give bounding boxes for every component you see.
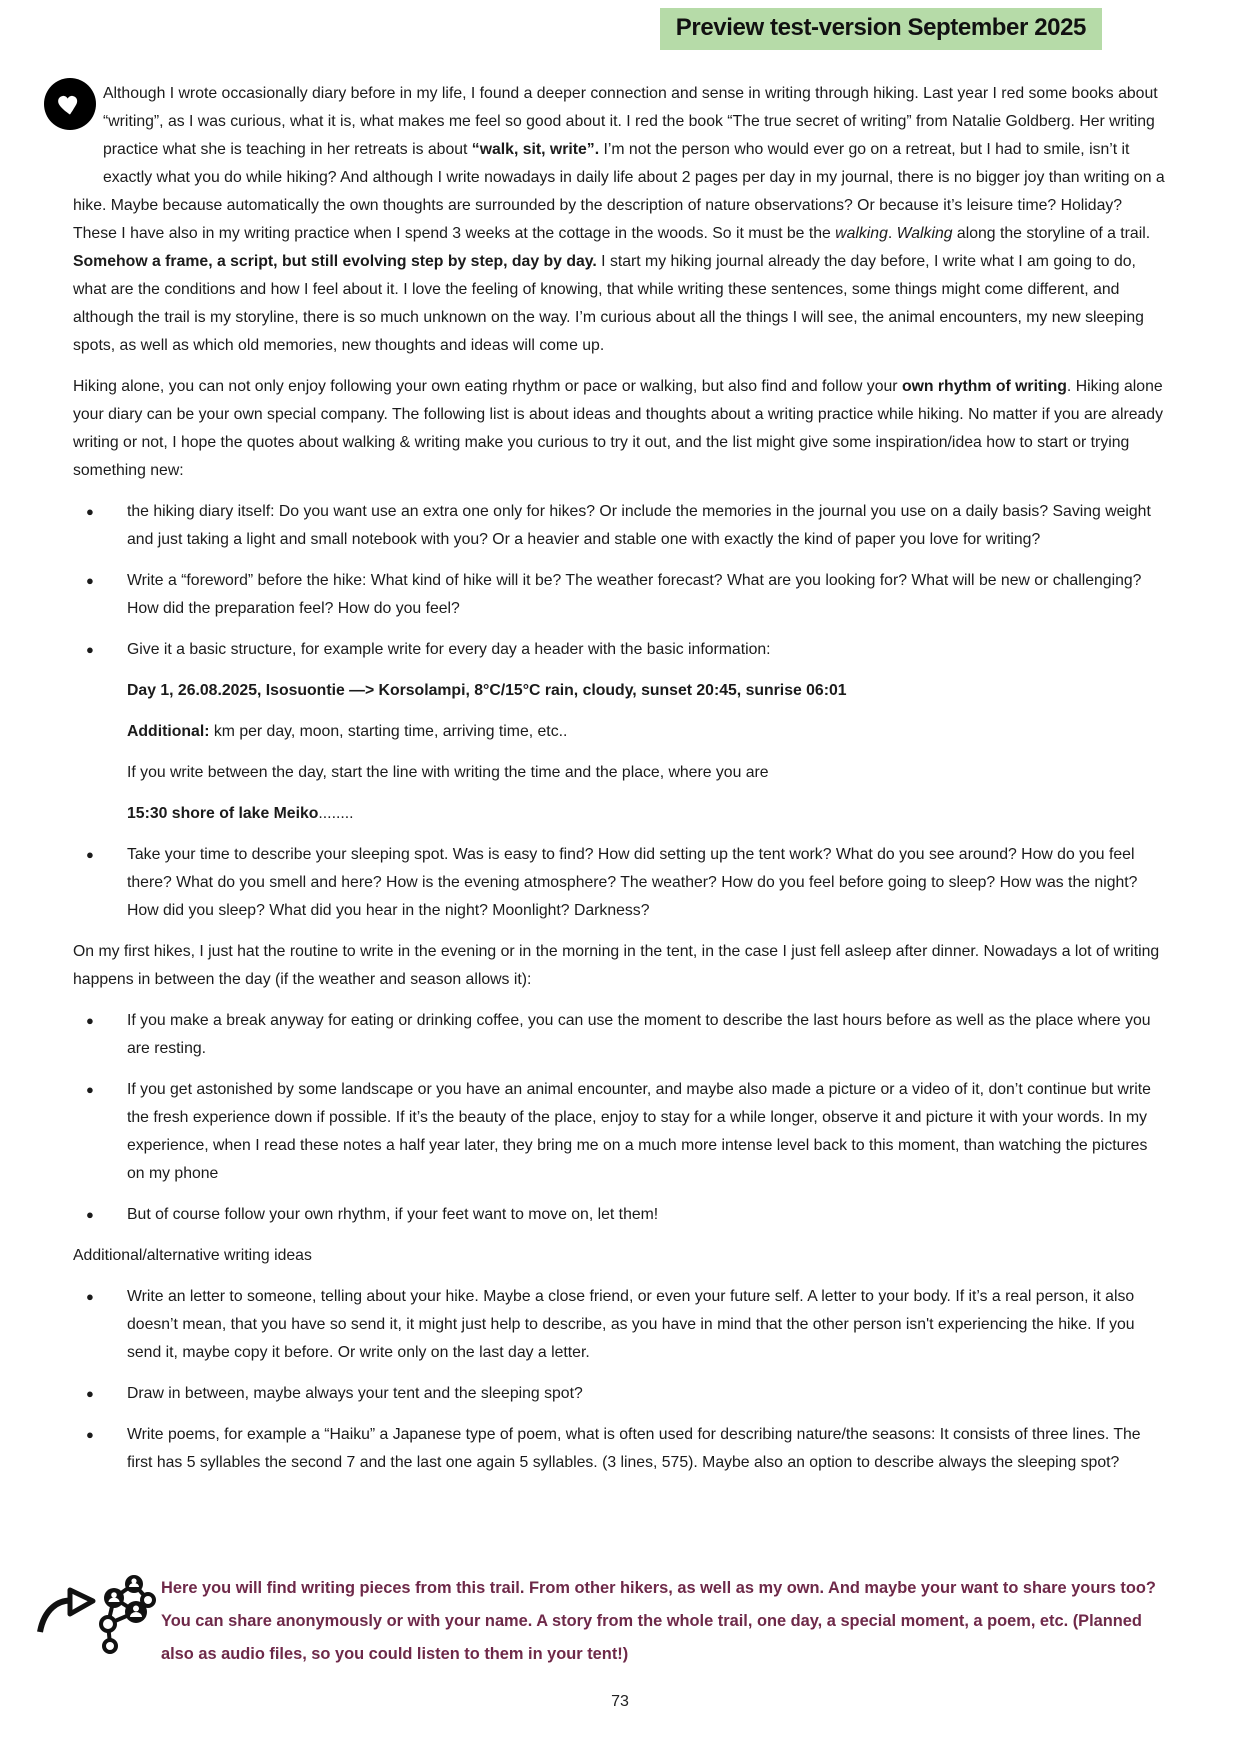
bullet-icon: ● [86,573,94,588]
list-item [73,1421,1167,1477]
list-item [73,1076,1167,1188]
intro-paragraph [73,80,1167,360]
bullet-text-astonished: If you get astonished by some landscape or you have an animal encounter, and maybe also made a picture or a video of it, don’t continue but write the fresh experience down if possible. If it’s the beauty of the place, enjoy to stay for a while longer, observe it and picture it with your words. In my experience, when I read these notes a half year later, they bring me on a much more intense level back to this moment, than watching the pictures on my phone [127,1081,1151,1182]
list-item [73,498,1167,554]
list-item [73,841,1167,925]
example-time-place: 15:30 shore of lake Meiko........ [127,805,354,822]
example-additional: Additional: km per day, moon, starting time, arriving time, etc.. [127,723,568,740]
trail-writing-note: Here you will find writing pieces from this trail. From other hikers, as well as my own. And maybe your want to share yours too? You can share anonymously or with your name. A story from the whole trail, one day, a special moment, a poem, etc. (Planned also as audio files, so you could listen to them in your tent!) [161,1579,1156,1663]
bullet-icon: ● [86,1427,94,1442]
bullet-text-diary: the hiking diary itself: Do you want use an extra one only for hikes? Or include the memories in the journal you use on a daily basis? Saving weight and just taking a light and small notebook with you? Or a heavier and stable one with exactly the kind of paper you love for writing? [127,503,1151,548]
heart-text-wrap-spacer [73,80,103,168]
bullet-icon: ● [86,1207,94,1222]
bullet-text-own-rhythm: But of course follow your own rhythm, if your feet want to move on, let them! [127,1206,659,1223]
list-item [73,1283,1167,1367]
bullet-text-break: If you make a break anyway for eating or drinking coffee, you can use the moment to describe the last hours before as well as the place where you are resting. [127,1012,1151,1057]
bullet-text-draw: Draw in between, maybe always your tent and the sleeping spot? [127,1385,583,1402]
bullet-icon: ● [86,1289,94,1304]
hiking-alone-paragraph: Hiking alone, you can not only enjoy following your own eating rhythm or pace or walking, but also find and follow your own rhythm of writing. Hiking alone your diary can be your own special company. The following list is about ideas and thoughts about a writing practice while hiking. No matter if you are already writing or not, I hope the quotes about walking & writing make you curious to try it out, and the list might give some inspiration/idea how to start or trying something new: [73,378,1163,479]
curved-arrow-icon [36,1586,98,1648]
preview-banner: Preview test-version September 2025 [660,8,1102,50]
bullet-text-foreword: Write a “foreword” before the hike: What kind of hike will it be? The weather forecast? What are you looking for? What will be new or challenging? How did the preparation feel? How do you feel? [127,572,1142,617]
intro-text: Although I wrote occasionally diary before in my life, I found a deeper connection and sense in writing through hiking. Last year I red some books about “writing”, as I was curious, what it is, what makes me feel so good about it. I red the book “The true secret of writing” from Natalie Goldberg. Her writing practice what she is teaching in her retreats is about “walk, sit, write”. I’m not the person who would ever go on a retreat, but I had to smile, isn’t it exactly what you do while hiking? And although I write nowadays in daily life about 2 pages per day in my journal, there is no bigger joy than writing on a hike. Maybe because automatically the own thoughts are surrounded by the description of nature observations? Or because it’s leisure time? Holiday? These I have also in my writing practice when I spend 3 weeks at the cottage in the woods. So it must be the walking. Walking along the storyline of a trail. Somehow a frame, a script, but still evolving step by step, day by day. I start my hiking journal already the day before, I write what I am going to do, what are the conditions and how I feel about it. I love the feeling of knowing, that while writing these sentences, some things might come different, and although the trail is my storyline, there is so much unknown on the way. I’m curious about all the things I will see, the animal encounters, my new sleeping spots, as well as which old memories, new thoughts and ideas will come up. [73,85,1165,354]
community-network-icon [92,1572,156,1678]
document-body [73,80,1167,1490]
list-item [73,1380,1167,1408]
bullet-icon: ● [86,504,94,519]
first-hikes-paragraph: On my first hikes, I just hat the routine to write in the evening or in the morning in the tent, in the case I just fell asleep after dinner. Nowadays a lot of writing happens in between the day (if the weather and season allows it): [73,943,1160,988]
list-item [73,1201,1167,1229]
additional-ideas-heading: Additional/alternative writing ideas [73,1247,312,1264]
bullet-icon: ● [86,1013,94,1028]
bullet-text-letter: Write an letter to someone, telling about your hike. Maybe a close friend, or even your future self. A letter to your body. If it’s a real person, it also doesn’t mean, that you have so send it, it might just help to describe, as you have in mind that the other person isn't experiencing the hike. If you send it, maybe copy it before. Or write only on the last day a letter. [127,1288,1135,1361]
list-item [73,567,1167,623]
example-day-header: Day 1, 26.08.2025, Isosuontie —> Korsolampi, 8°C/15°C rain, cloudy, sunset 20:45, sunrise 06:01 [127,682,847,699]
list-item [73,636,1167,664]
bullet-text-sleeping-spot: Take your time to describe your sleeping spot. Was is easy to find? How did setting up the tent work? What do you see around? How do you feel there? What do you smell and here? How is the evening atmosphere? The weather? How do you feel before going to sleep? How was the night? How did you sleep? What did you hear in the night? Moonlight? Darkness? [127,846,1138,919]
page-number: 73 [611,1693,629,1710]
bullet-icon: ● [86,642,94,657]
bullet-icon: ● [86,1082,94,1097]
bullet-text-structure: Give it a basic structure, for example write for every day a header with the basic information: [127,641,771,658]
list-item [73,1007,1167,1063]
bullet-icon: ● [86,847,94,862]
bullet-text-poems: Write poems, for example a “Haiku” a Japanese type of poem, what is often used for describing nature/the seasons: It consists of three lines. The first has 5 syllables the second 7 and the last one again 5 syllables. (3 lines, 575). Maybe also an option to describe always the sleeping spot? [127,1426,1141,1471]
bullet-icon: ● [86,1386,94,1401]
example-between-day: If you write between the day, start the line with writing the time and the place, where you are [127,764,769,781]
